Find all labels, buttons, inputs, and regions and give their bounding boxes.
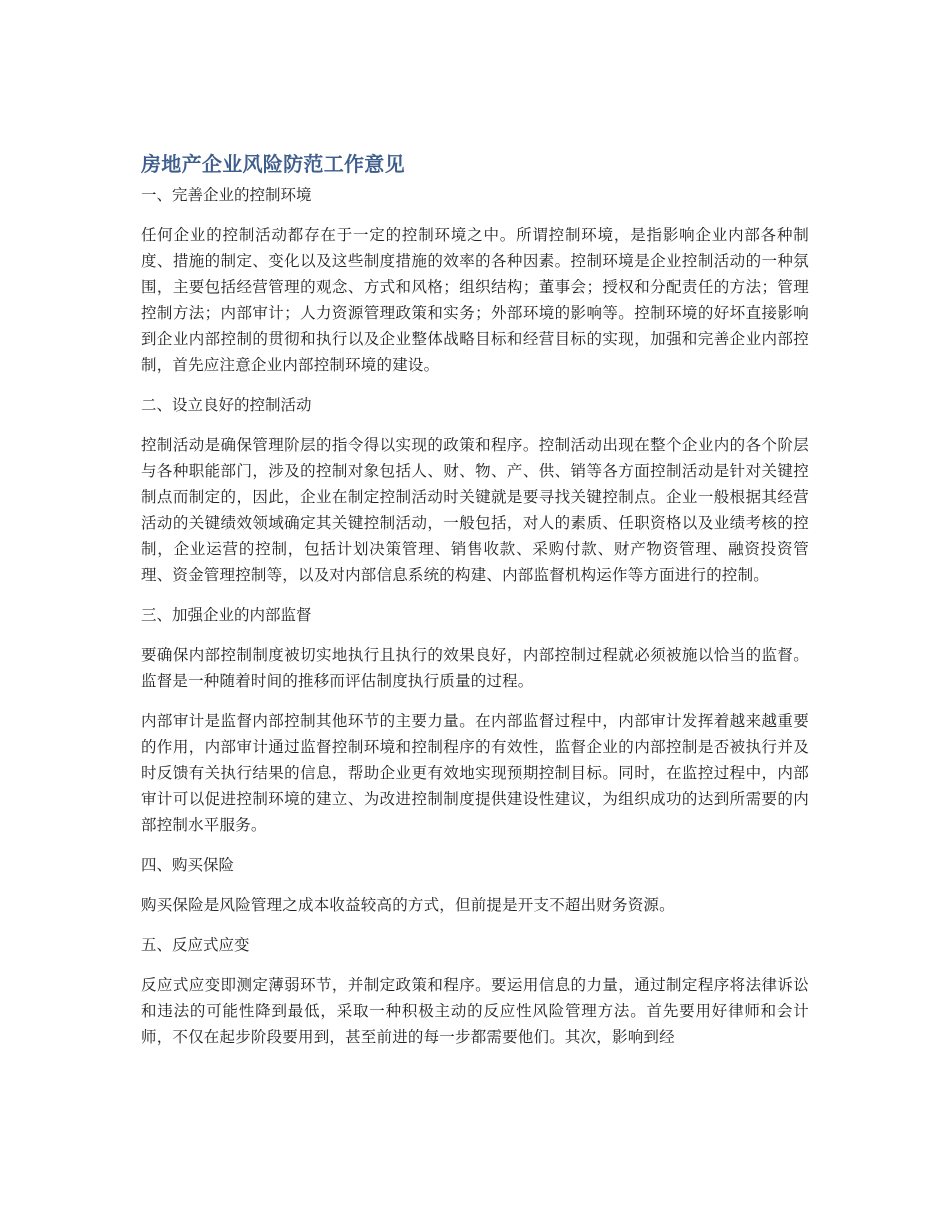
section-heading: 二、设立良好的控制活动	[141, 396, 312, 414]
section-paragraph: 要确保内部控制制度被切实地执行且执行的效果良好，内部控制过程就必须被施以恰当的监督。监督是一种随着时间的推移而评估制度执行质量的过程。	[141, 646, 809, 690]
section-paragraph: 内部审计是监督内部控制其他环节的主要力量。在内部监督过程中，内部审计发挥着越来越重要的作用，内部审计通过监督控制环境和控制程序的有效性，监督企业的内部控制是否被执行并及时反馈有关执行结果的信息，帮助企业更有效地实现预期控制目标。同时，在监控过程中，内部审计可以促进控制环境的建立、为改进控制制度提供建设性建议，为组织成功的达到所需要的内部控制水平服务。	[141, 712, 809, 834]
section-2	[141, 392, 809, 588]
section-paragraph: 反应式应变即测定薄弱环节，并制定政策和程序。要运用信息的力量，通过制定程序将法律诉讼和违法的可能性降到最低，采取一种积极主动的反应性风险管理方法。首先要用好律师和会计师，不仅在起步阶段要用到，甚至前进的每一步都需要他们。其次，影响到经	[141, 976, 809, 1046]
section-heading: 四、购买保险	[141, 856, 235, 874]
section-3	[141, 602, 809, 838]
section-paragraph: 购买保险是风险管理之成本收益较高的方式，但前提是开支不超出财务资源。	[141, 896, 675, 914]
document-title: 房地产企业风险防范工作意见	[141, 152, 405, 176]
document-page	[141, 150, 809, 1064]
section-heading: 三、加强企业的内部监督	[141, 606, 312, 624]
section-heading: 一、完善企业的控制环境	[141, 186, 312, 204]
section-1	[141, 182, 809, 378]
section-paragraph: 控制活动是确保管理阶层的指令得以实现的政策和程序。控制活动出现在整个企业内的各个阶层与各种职能部门，涉及的控制对象包括人、财、物、产、供、销等各方面控制活动是针对关键控制点而制定的，因此，企业在制定控制活动时关键就是要寻找关键控制点。企业一般根据其经营活动的关键绩效领域确定其关键控制活动，一般包括，对人的素质、任职资格以及业绩考核的控制，企业运营的控制，包括计划决策管理、销售收款、采购付款、财产物资管理、融资投资管理、资金管理控制等，以及对内部信息系统的构建、内部监督机构运作等方面进行的控制。	[141, 436, 809, 584]
section-paragraph: 任何企业的控制活动都存在于一定的控制环境之中。所谓控制环境，是指影响企业内部各种制度、措施的制定、变化以及这些制度措施的效率的各种因素。控制环境是企业控制活动的一种氛围，主要包括经营管理的观念、方式和风格；组织结构；董事会；授权和分配责任的方法；管理控制方法；内部审计；人力资源管理政策和实务；外部环境的影响等。控制环境的好坏直接影响到企业内部控制的贯彻和执行以及企业整体战略目标和经营目标的实现，加强和完善企业内部控制，首先应注意企业内部控制环境的建设。	[141, 226, 809, 374]
section-heading: 五、反应式应变	[141, 936, 250, 954]
section-4	[141, 852, 809, 918]
section-5	[141, 932, 809, 1050]
